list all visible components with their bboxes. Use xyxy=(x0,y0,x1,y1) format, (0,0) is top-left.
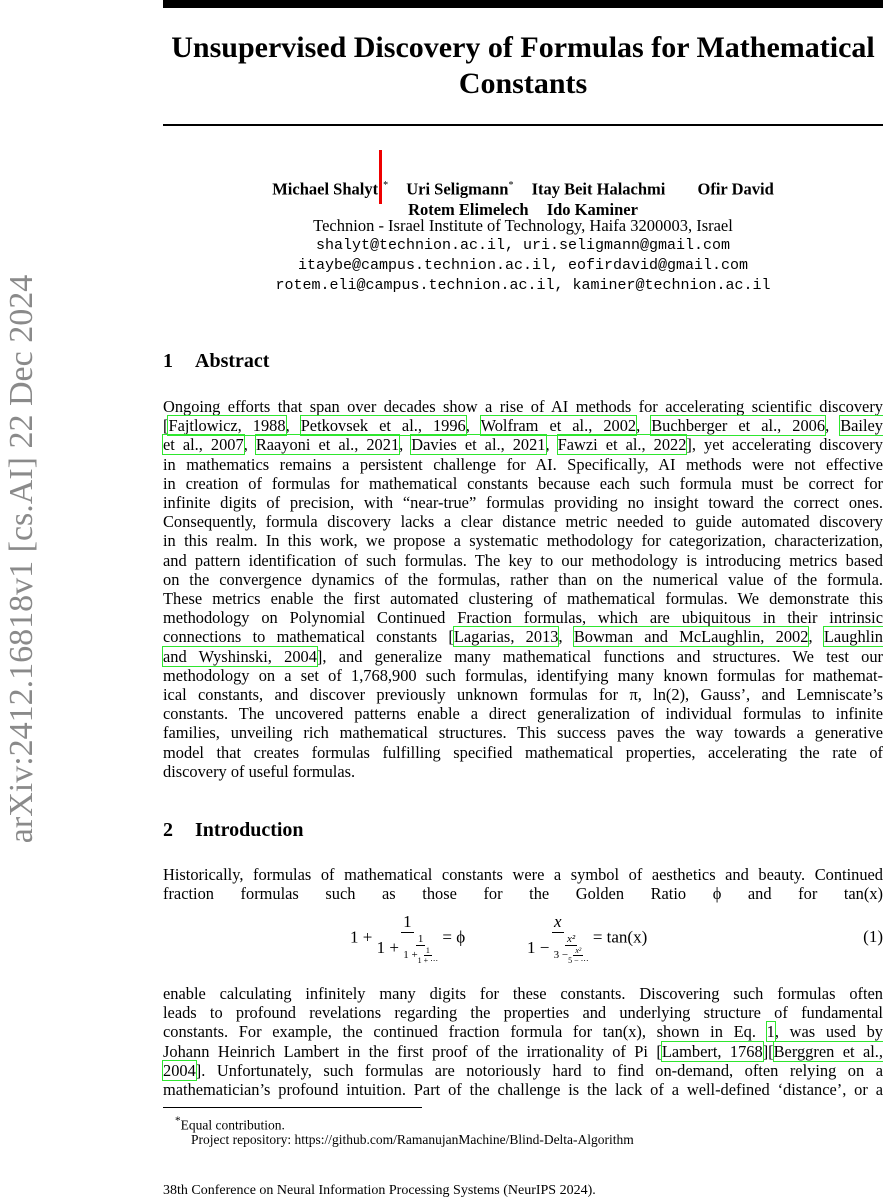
text-span: constants. For example, the continued fraction formula for tan(x), shown in Eq. xyxy=(163,1022,767,1042)
text-span: , xyxy=(285,416,301,436)
citation-link[interactable]: 1 xyxy=(766,1022,775,1042)
text-line xyxy=(163,647,883,666)
section-heading-abstract xyxy=(163,350,269,373)
author-list xyxy=(163,176,883,220)
top-rule xyxy=(163,0,883,8)
text-span: , xyxy=(558,627,574,647)
author: Rotem Elimelech xyxy=(408,199,529,219)
author: Michael Shalyt xyxy=(272,179,379,199)
footnote-rule xyxy=(163,1107,422,1108)
text-span: Ongoing efforts that span over decades show a rise of AI methods for accelerating scientific discovery xyxy=(163,397,883,416)
affiliation-block xyxy=(163,216,883,296)
text-span: ], and generalize many mathematical functions and structures. We test our xyxy=(316,646,883,666)
citation-link[interactable]: et al., 2007 xyxy=(163,435,244,455)
text-line xyxy=(163,397,883,416)
equal-contribution-mark: * xyxy=(508,180,514,191)
text-line xyxy=(163,512,883,531)
footnote-mark: * xyxy=(175,1115,181,1127)
text-span: These metrics enable the first automated clustering of mathematical formulas. We demonstrate this xyxy=(163,589,883,609)
text-line xyxy=(163,570,883,589)
text-line xyxy=(163,627,883,646)
text-span: , xyxy=(545,435,558,455)
eq-term: 1 xyxy=(403,912,412,931)
cursor-slot xyxy=(378,194,383,195)
text-span: fraction formulas such as those for the Golden Ratio ϕ and for tan(x) xyxy=(163,884,883,904)
eq-term: 1 + xyxy=(350,927,373,947)
eq-term: 1 xyxy=(417,933,424,945)
citation-link[interactable]: Fajtlowicz, 1988 xyxy=(168,416,286,436)
equation-number: (1) xyxy=(863,927,883,946)
eq-term: 3 − xyxy=(553,949,569,962)
citation-link[interactable]: Lambert, 1768 xyxy=(661,1041,763,1061)
text-line xyxy=(163,762,883,781)
text-span: , xyxy=(465,416,481,436)
eq-term: 1 xyxy=(425,946,430,955)
citation-link[interactable]: Bailey xyxy=(840,416,883,436)
citation-link[interactable]: and Wyshinski, 2004 xyxy=(163,646,317,666)
text-span: , was used by xyxy=(774,1022,883,1042)
eq-term: 5 − ⋯ xyxy=(568,956,589,965)
title-rule xyxy=(163,124,883,126)
email-line: rotem.eli@campus.technion.ac.il, kaminer@technion.ac.il xyxy=(275,277,771,294)
text-span: ical constants, and discover previously unknown formulas for π, ln(2), Gauss’, and Lemniscate’s xyxy=(163,685,883,705)
text-cursor-marker xyxy=(379,150,382,204)
abstract-paragraph xyxy=(163,397,883,781)
title-line: Unsupervised Discovery of Formulas for Mathematical xyxy=(171,31,875,64)
text-line xyxy=(163,984,883,1003)
citation-link[interactable]: 2004 xyxy=(163,1060,196,1080)
section-heading-introduction xyxy=(163,819,304,842)
text-line xyxy=(163,608,883,627)
text-span: ][ xyxy=(762,1041,774,1061)
paper-title xyxy=(163,30,883,102)
text-line xyxy=(163,551,883,570)
text-line xyxy=(163,743,883,762)
text-span: [ xyxy=(163,416,169,436)
author: Ofir David xyxy=(697,179,774,199)
text-line xyxy=(163,416,883,435)
text-span: Consequently, formula discovery lacks a clear distance metric needed to guide automated discovery xyxy=(163,512,883,532)
text-line xyxy=(163,531,883,550)
text-span: enable calculating infinitely many digits for these constants. Discovering such formulas often xyxy=(163,984,883,1003)
text-line xyxy=(163,666,883,685)
author: Itay Beit Halachmi xyxy=(531,179,666,199)
affiliation: Technion - Israel Institute of Technology, Haifa 3200003, Israel xyxy=(313,216,733,235)
text-span: Johann Heinrich Lambert in the first proof of the irrationality of Pi [ xyxy=(163,1041,662,1061)
eq-term: x xyxy=(554,912,562,931)
text-span: on the convergence dynamics of the formulas, rather than on the numerical value of the formula. xyxy=(163,569,883,589)
eq-term: 1 + xyxy=(376,937,399,957)
arxiv-stamp: arXiv:2412.16818v1 [cs.AI] 22 Dec 2024 xyxy=(3,274,40,844)
section-title: Abstract xyxy=(195,350,270,372)
citation-link[interactable]: Bowman and McLaughlin, 2002 xyxy=(573,627,809,647)
title-line: Constants xyxy=(458,67,588,100)
text-line xyxy=(163,704,883,723)
text-span: Historically, formulas of mathematical constants were a symbol of aesthetics and beauty. Continued xyxy=(163,865,883,884)
intro-paragraph-start xyxy=(163,865,883,903)
text-line xyxy=(163,1080,883,1099)
eq-term: 1 + ⋯ xyxy=(417,956,439,965)
text-span: methodology on Polynomial Continued Fraction formulas, which are ubiquitous in their intrinsic xyxy=(163,608,883,628)
citation-link[interactable]: Petkovsek et al., 1996 xyxy=(300,416,466,436)
equation-1 xyxy=(163,912,883,972)
text-span: , xyxy=(808,627,824,647)
citation-link[interactable]: Wolfram et al., 2002 xyxy=(480,416,637,436)
text-line xyxy=(163,455,883,474)
author: Uri Seligmann xyxy=(406,179,509,199)
citation-link[interactable]: Buchberger et al., 2006 xyxy=(651,416,826,436)
text-span: in this realm. In this work, we propose a systematic methodology for categorization, characterization, xyxy=(163,531,883,551)
citation-link[interactable]: Berggren et al., xyxy=(773,1041,883,1061)
text-line xyxy=(163,493,883,512)
text-span: ], yet accelerating discovery xyxy=(686,435,883,455)
text-line xyxy=(163,884,883,903)
citation-link[interactable]: Laughlin xyxy=(823,627,883,647)
section-number: 1 xyxy=(163,350,173,372)
text-span: leads to profound revelations regarding the properties and underlying structure of fundamental xyxy=(163,1003,883,1023)
text-span: methodology on a set of 1,768,900 such formulas, identifying many known formulas for mathemat- xyxy=(163,665,883,685)
text-line xyxy=(163,589,883,608)
conference-footer: 38th Conference on Neural Information Processing Systems (NeurIPS 2024). xyxy=(163,1183,596,1198)
text-span: ]. Unfortunately, such formulas are notoriously hard to find on-demand, often relying on a xyxy=(195,1060,883,1080)
citation-link[interactable]: Raayoni et al., 2021 xyxy=(255,435,400,455)
text-span: connections to mathematical constants [ xyxy=(163,627,454,647)
text-line xyxy=(163,1022,883,1041)
text-line xyxy=(163,865,883,884)
text-span: model that creates formulas fulfilling specified mathematical properties, accelerating the rate of xyxy=(163,742,883,762)
eq-term: x² xyxy=(566,933,576,945)
eq-term: = ϕ xyxy=(442,927,466,947)
text-span: , xyxy=(825,416,841,436)
eq-term: 1 − xyxy=(527,937,550,957)
text-span: and pattern identification of such formulas. The key to our methodology is introducing metrics based xyxy=(163,550,883,570)
text-span: , xyxy=(636,416,652,436)
text-span: discovery of useful formulas. xyxy=(163,761,356,781)
footnote-text: Equal contribution. xyxy=(180,1117,285,1133)
email-line: shalyt@technion.ac.il, uri.seligmann@gmail.com xyxy=(315,237,731,254)
text-span: mathematician’s profound intuition. Part of the challenge is the lack of a well-defined ‘distance’, or a xyxy=(163,1080,883,1100)
text-span: , xyxy=(399,435,412,455)
text-span: , xyxy=(243,435,256,455)
text-line xyxy=(163,1061,883,1080)
equal-contribution-mark: * xyxy=(383,180,389,191)
email-line: itaybe@campus.technion.ac.il, eofirdavid@gmail.com xyxy=(297,257,749,274)
tangent-formula xyxy=(527,912,647,965)
section-number: 2 xyxy=(163,819,173,841)
text-span: in mathematics remains a persistent challenge for AI. Specifically, AI methods were not effective xyxy=(163,454,883,474)
text-span: families, unveiling rich mathematical structures. This success paves the way towards a generative xyxy=(163,723,883,743)
text-line xyxy=(163,1003,883,1022)
text-line xyxy=(163,435,883,454)
citation-link[interactable]: Davies et al., 2021 xyxy=(411,435,546,455)
eq-term: = tan(x) xyxy=(592,927,648,947)
text-line xyxy=(163,723,883,742)
eq-term: x² xyxy=(575,946,582,955)
author: Ido Kaminer xyxy=(546,199,638,219)
section-title: Introduction xyxy=(195,819,304,841)
text-line xyxy=(163,1042,883,1061)
citation-link[interactable]: Lagarias, 2013 xyxy=(453,627,559,647)
text-span: constants. The uncovered patterns enable a direct generalization of individual formulas to infinite xyxy=(163,704,883,724)
text-line xyxy=(163,685,883,704)
text-line xyxy=(163,474,883,493)
eq-term: 1 + xyxy=(403,949,418,962)
footnote-repository: Project repository: https://github.com/RamanujanMachine/Blind-Delta-Algorithm xyxy=(191,1132,634,1147)
text-span: infinite digits of precision, with “near-true” formulas providing no insight toward the correct ones. xyxy=(163,493,883,513)
text-span: in creation of formulas for mathematical constants because each such formula must be correct for xyxy=(163,473,883,493)
intro-paragraph-continued xyxy=(163,984,883,1099)
golden-ratio-formula xyxy=(350,912,465,965)
citation-link[interactable]: Fawzi et al., 2022 xyxy=(557,435,687,455)
